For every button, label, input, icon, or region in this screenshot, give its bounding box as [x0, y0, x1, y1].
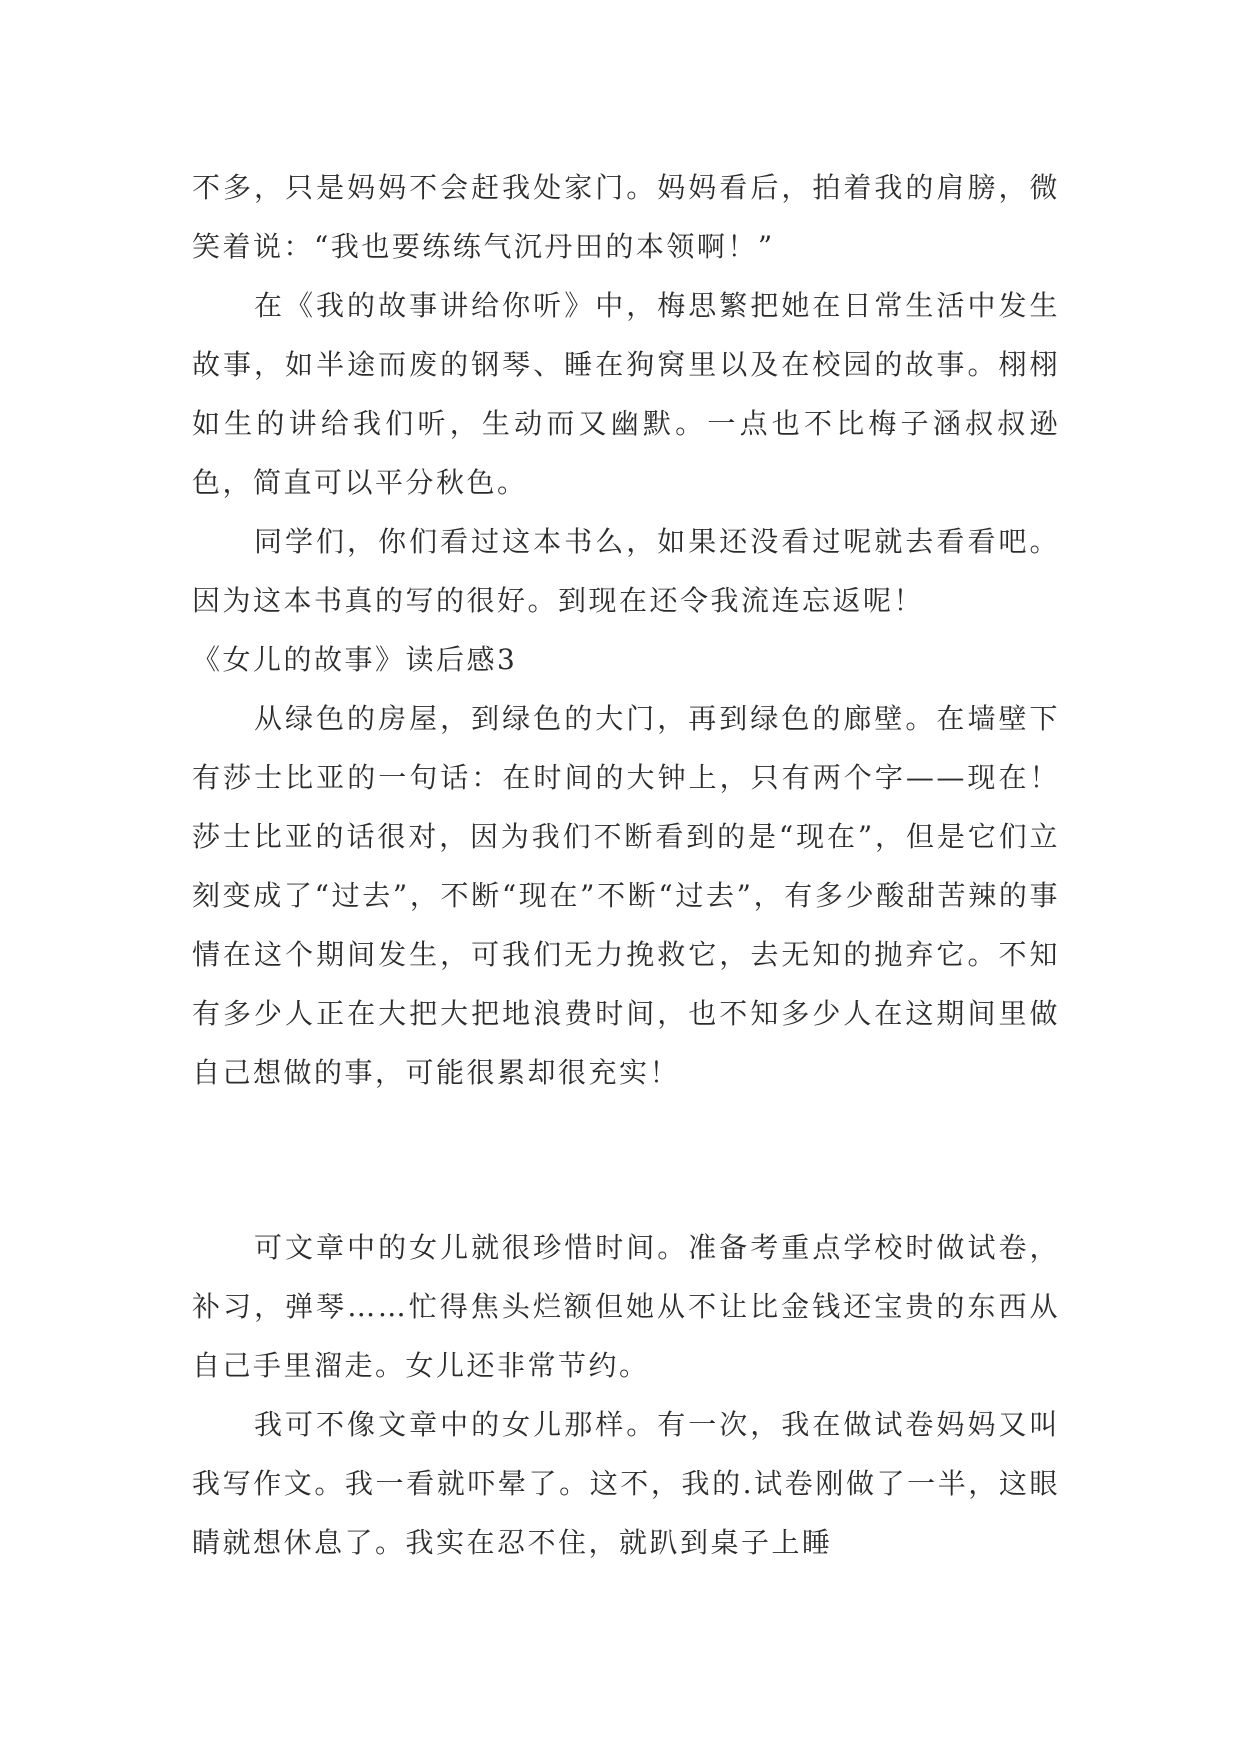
paragraph-recommendation: 同学们，你们看过这本书么，如果还没看过呢就去看看吧。因为这本书真的写的很好。到现在还令我流连忘返呢！	[192, 525, 1060, 617]
paragraph-daughter-cherishes-time: 可文章中的女儿就很珍惜时间。准备考重点学校时做试卷，补习，弹琴……忙得焦头烂额但她从不让比金钱还宝贵的东西从自己手里溜走。女儿还非常节约。	[192, 1231, 1060, 1382]
text-block-lower	[192, 1218, 1060, 1572]
section-heading: 《女儿的故事》读后感3	[192, 643, 518, 676]
paragraph-continuation: 不多，只是妈妈不会赶我处家门。妈妈看后，拍着我的肩膀，微笑着说：“我也要练练气沉丹田的本领啊！”	[192, 171, 1060, 263]
paragraph-shakespeare: 从绿色的房屋，到绿色的大门，再到绿色的廊壁。在墙壁下有莎士比亚的一句话：在时间的大钟上，只有两个字——现在！莎士比亚的话很对，因为我们不断看到的是“现在”，但是它们立刻变成了“过去”，不断“现在”不断“过去”，有多少酸甜苦辣的事情在这个期间发生，可我们无力挽救它，去无知的抛弃它。不知有多少人正在大把大把地浪费时间，也不知多少人在这期间里做自己想做的事，可能很累却很充实！	[192, 702, 1060, 1089]
text-block-upper	[192, 158, 1060, 1102]
paragraph-personal-story: 我可不像文章中的女儿那样。有一次，我在做试卷妈妈又叫我写作文。我一看就吓晕了。这不，我的.试卷刚做了一半，这眼睛就想休息了。我实在忍不住，就趴到桌子上睡	[192, 1408, 1060, 1559]
paragraph-story-book: 在《我的故事讲给你听》中，梅思繁把她在日常生活中发生故事，如半途而废的钢琴、睡在狗窝里以及在校园的故事。栩栩如生的讲给我们听，生动而又幽默。一点也不比梅子涵叔叔逊色，简直可以平分秋色。	[192, 289, 1060, 499]
